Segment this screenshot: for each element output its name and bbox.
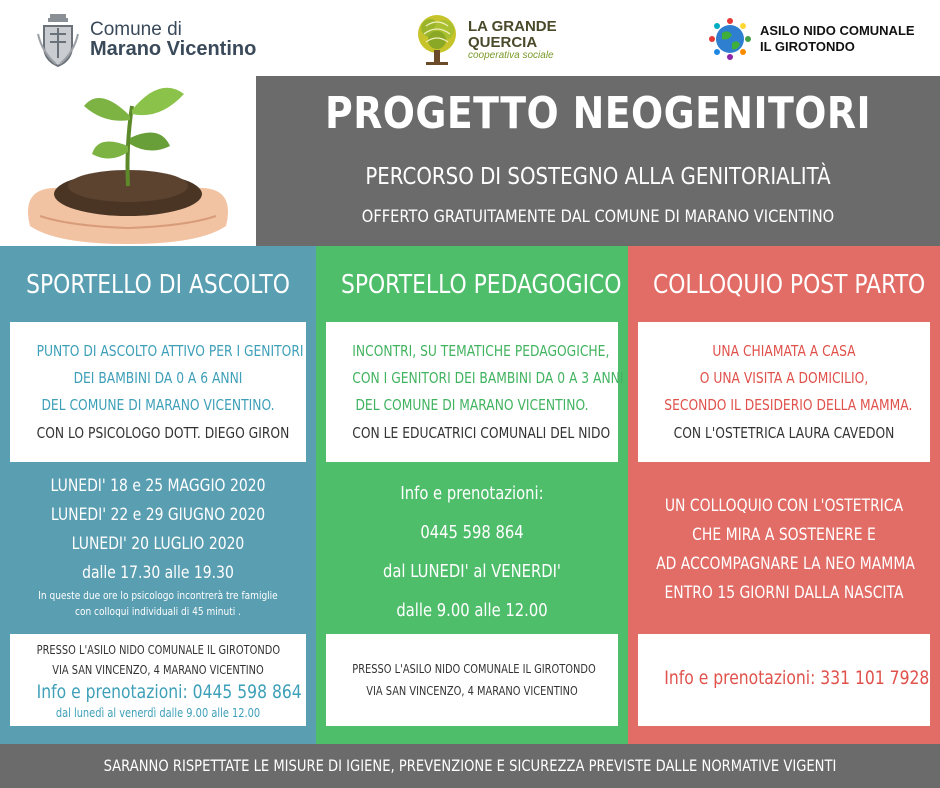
- professional-line: CON L'OSTETRICA LAURA CAVEDON: [673, 424, 895, 442]
- professional-line: CON LE EDUCATRICI COMUNALI DEL NIDO: [352, 424, 611, 442]
- address-line: VIA SAN VINCENZO, 4 MARANO VICENTINO: [52, 663, 264, 677]
- column-title: SPORTELLO DI ASCOLTO: [26, 270, 290, 300]
- note-line: con colloqui individuali di 45 minuti .: [75, 605, 241, 618]
- page-subtitle: PERCORSO DI SOSTEGNO ALLA GENITORIALITÀ: [365, 164, 831, 190]
- info-heading: Info e prenotazioni:: [400, 483, 544, 504]
- comune-name-line1: Comune di: [90, 18, 182, 40]
- description-line: O UNA VISITA A DOMICILIO,: [699, 369, 869, 387]
- page-title: PROGETTO NEOGENITORI: [325, 88, 871, 139]
- page-tagline: OFFERTO GRATUITAMENTE DAL COMUNE DI MARANO VICENTINO: [361, 207, 835, 227]
- footer-banner: [0, 744, 940, 788]
- info-block: [316, 474, 628, 630]
- description-line: DEL COMUNE DI MARANO VICENTINO.: [355, 396, 589, 414]
- description-line: DEL COMUNE DI MARANO VICENTINO.: [41, 396, 275, 414]
- seedling-hands-photo: [0, 76, 256, 246]
- footer-text: SARANNO RISPETTATE LE MISURE DI IGIENE, PREVENZIONE E SICUREZZA PREVISTE DALLE NORMATIVE VIGENTI: [103, 756, 837, 775]
- info-phone: 0445 598 864: [420, 522, 524, 543]
- description-box: [326, 322, 624, 462]
- professional-line: CON LO PSICOLOGO DOTT. DIEGO GIRON: [36, 424, 290, 442]
- comune-crest-icon: [36, 12, 80, 68]
- info-phone: Info e prenotazioni: 331 101 7928: [664, 667, 930, 689]
- text-line: CHE MIRA A SOSTENERE E: [692, 525, 876, 545]
- schedule-block: [0, 472, 316, 620]
- comune-logo: [36, 10, 276, 70]
- address-line: PRESSO L'ASILO NIDO COMUNALE IL GIROTONDO: [352, 662, 596, 676]
- column-title: SPORTELLO PEDAGOGICO: [340, 270, 622, 300]
- description-line: CON I GENITORI DEI BAMBINI DA 0 A 3 ANNI: [352, 369, 624, 387]
- text-line: UN COLLOQUIO CON L'OSTETRICA: [664, 496, 904, 516]
- description-text-block: [628, 492, 940, 608]
- info-hours: dalle 9.00 alle 12.00: [396, 600, 548, 621]
- column-colloquio-post-parto: [628, 246, 940, 744]
- time-line: dalle 17.30 alle 19.30: [82, 563, 234, 583]
- quercia-name-line3: cooperativa sociale: [468, 49, 554, 61]
- date-line: LUNEDI' 20 LUGLIO 2020: [71, 534, 245, 554]
- asilo-name-line1: ASILO NIDO COMUNALE: [760, 23, 915, 39]
- info-phone: Info e prenotazioni: 0445 598 864: [36, 681, 302, 703]
- address-line: PRESSO L'ASILO NIDO COMUNALE IL GIROTONDO: [36, 643, 281, 657]
- info-days: dal LUNEDI' al VENERDI': [382, 561, 561, 582]
- asilo-girotondo-logo: [708, 14, 918, 64]
- address-box: [10, 634, 306, 726]
- description-line: UNA CHIAMATA A CASA: [712, 342, 856, 360]
- description-line: DEI BAMBINI DA 0 A 6 ANNI: [73, 369, 243, 387]
- description-line: PUNTO DI ASCOLTO ATTIVO PER I GENITORI: [36, 342, 304, 360]
- description-box: [638, 322, 930, 462]
- column-sportello-ascolto: [0, 246, 316, 744]
- quercia-name-line1: LA GRANDE: [468, 18, 557, 35]
- asilo-name-line2: IL GIROTONDO: [760, 39, 855, 54]
- header-banner: [256, 76, 940, 246]
- column-sportello-pedagogico: [316, 246, 628, 744]
- oak-tree-logo-icon: [412, 12, 462, 68]
- globe-children-logo-icon: [708, 17, 752, 61]
- note-line: In queste due ore lo psicologo incontrerà tre famiglie: [38, 589, 278, 602]
- description-box: [10, 322, 306, 462]
- address-box: [326, 634, 618, 726]
- description-line: INCONTRI, SU TEMATICHE PEDAGOGICHE,: [352, 342, 610, 360]
- description-line: SECONDO IL DESIDERIO DELLA MAMMA.: [664, 396, 913, 414]
- date-line: LUNEDI' 22 e 29 GIUGNO 2020: [50, 505, 266, 525]
- grande-quercia-logo: [412, 10, 582, 70]
- quercia-name-line2: QUERCIA: [468, 33, 538, 51]
- column-title: COLLOQUIO POST PARTO: [652, 270, 926, 300]
- text-line: ENTRO 15 GIORNI DALLA NASCITA: [664, 583, 904, 603]
- info-box: [638, 634, 930, 726]
- comune-name-line2: Marano Vicentino: [90, 38, 257, 61]
- address-line: VIA SAN VINCENZO, 4 MARANO VICENTINO: [366, 684, 578, 698]
- text-line: AD ACCOMPAGNARE LA NEO MAMMA: [656, 554, 915, 574]
- date-line: LUNEDI' 18 e 25 MAGGIO 2020: [50, 476, 266, 496]
- info-hours: dal lunedì al venerdì dalle 9.00 alle 12.00: [55, 706, 261, 720]
